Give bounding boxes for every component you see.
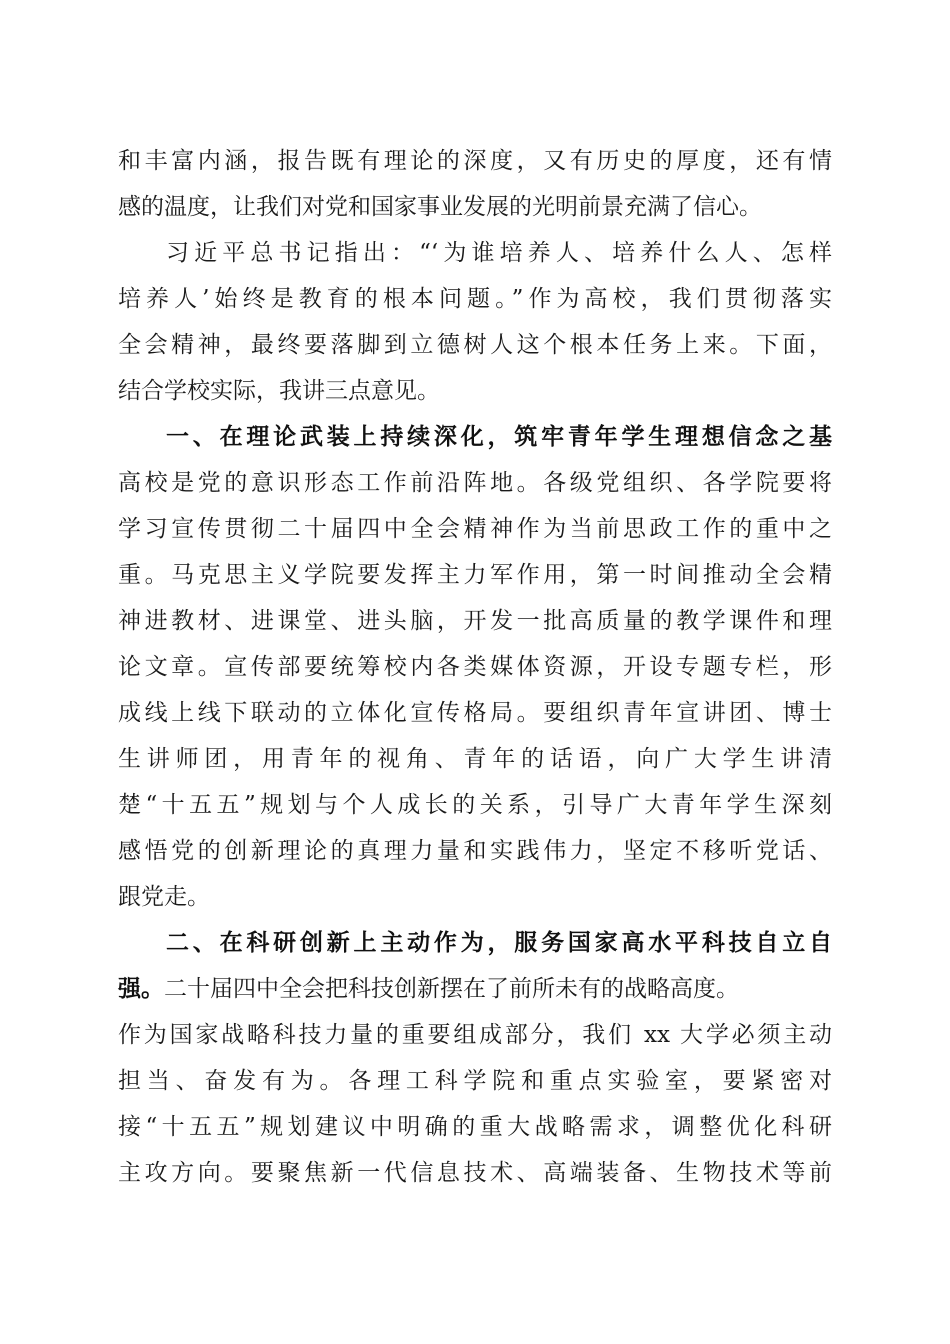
body-line: 结合学校实际，我讲三点意见。 (118, 378, 440, 404)
body-line: 感的温度，让我们对党和国家事业发展的光明前景充满了信心。 (118, 194, 762, 220)
body-line: 生讲师团，用青年的视角、青年的话语，向广大学生讲清 (118, 746, 832, 772)
body-line: 神进教材、进课堂、进头脑，开发一批高质量的教学课件和理 (118, 608, 832, 634)
body-line: 跟党走。 (118, 884, 210, 910)
body-line: 成线上线下联动的立体化宣传格局。要组织青年宣讲团、博士 (118, 700, 832, 726)
body-line: 高校是党的意识形态工作前沿阵地。各级党组织、各学院要将 (118, 470, 832, 496)
body-line: 培养人’始终是教育的根本问题。”作为高校，我们贯彻落实 (118, 286, 832, 312)
body-line: 重。马克思主义学院要发挥主力军作用，第一时间推动全会精 (118, 562, 832, 588)
section-heading-2-end: 强。 (118, 976, 164, 1002)
body-line: 楚“十五五”规划与个人成长的关系，引导广大青年学生深刻 (118, 792, 832, 818)
body-line: 主攻方向。要聚焦新一代信息技术、高端装备、生物技术等前 (118, 1160, 832, 1186)
body-line-continuation: 二十届四中全会把科技创新摆在了前所未有的战略高度。 (164, 976, 739, 1002)
body-line: 全会精神，最终要落脚到立德树人这个根本任务上来。下面， (118, 332, 832, 358)
body-line: 接“十五五”规划建议中明确的重大战略需求，调整优化科研 (118, 1114, 832, 1140)
body-line: 习近平总书记指出：“‘为谁培养人、培养什么人、怎样 (166, 240, 832, 266)
body-line: 和丰富内涵，报告既有理论的深度，又有历史的厚度，还有情 (118, 148, 832, 174)
body-line: 担当、奋发有为。各理工科学院和重点实验室，要紧密对 (118, 1068, 832, 1094)
mixed-line (118, 966, 832, 1012)
section-heading-2: 二、在科研创新上主动作为，服务国家高水平科技自立自 (166, 930, 832, 956)
section-heading-1: 一、在理论武装上持续深化，筑牢青年学生理想信念之基 (166, 424, 832, 450)
body-line: 学习宣传贯彻二十届四中全会精神作为当前思政工作的重中之 (118, 516, 832, 542)
body-line: 作为国家战略科技力量的重要组成部分，我们 xx 大学必须主动 (118, 1022, 832, 1048)
body-line: 论文章。宣传部要统筹校内各类媒体资源，开设专题专栏，形 (118, 654, 832, 680)
body-line: 感悟党的创新理论的真理力量和实践伟力，坚定不移听党话、 (118, 838, 832, 864)
document-body (118, 138, 832, 1196)
